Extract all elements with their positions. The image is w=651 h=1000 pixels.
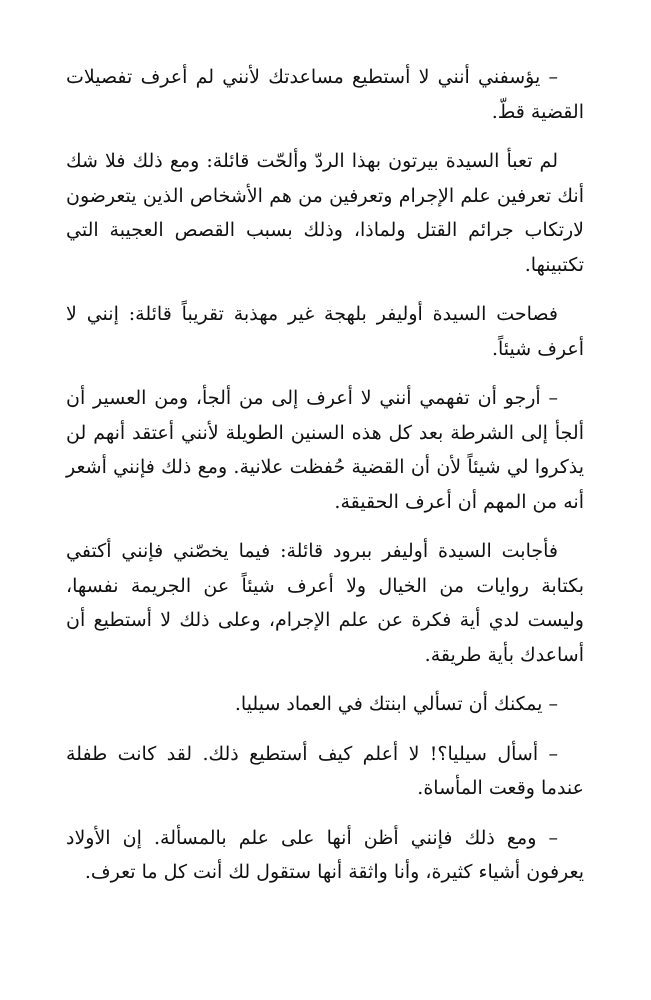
paragraph-7: – أسأل سيليا؟! لا أعلم كيف أستطيع ذلك. لقد كانت طفلة عندما وقعت المأساة.	[66, 742, 584, 799]
paragraph-2: لم تعبأ السيدة بيرتون بهذا الردّ وألحّت قائلة: ومع ذلك فلا شك أنك تعرفين علم الإجرام وتعرفين من هم الأشخاص الذين يتعرضون لارتكاب جرائم القتل ولماذا، وذلك بسبب القصص العجيبة التي تكتبينها.	[66, 150, 584, 276]
paragraph-3: فصاحت السيدة أوليفر بلهجة غير مهذبة تقريباً قائلة: إنني لا أعرف شيئاً.	[66, 303, 584, 360]
paragraph-6: – يمكنك أن تسألي ابنتك في العماد سيليا.	[234, 693, 558, 715]
paragraph-1: – يؤسفني أنني لا أستطيع مساعدتك لأنني لم أعرف تفصيلات القضية قطّ.	[66, 66, 584, 123]
paragraph-8: – ومع ذلك فإنني أظن أنها على علم بالمسألة. إن الأولاد يعرفون أشياء كثيرة، وأنا واثقة أنها ستقول لك أنت كل ما تعرف.	[66, 826, 584, 883]
book-page-text	[66, 60, 584, 905]
paragraph-5: فأجابت السيدة أوليفر ببرود قائلة: فيما يخصّني فإنني أكتفي بكتابة روايات من الخيال ولا أعرف شيئاً عن الجريمة نفسها، وليست لدي أية فكرة عن علم الإجرام، وعلى ذلك لا أستطيع أن أساعدك بأية طريقة.	[66, 540, 584, 666]
paragraph-4: – أرجو أن تفهمي أنني لا أعرف إلى من ألجأ، ومن العسير أن ألجأ إلى الشرطة بعد كل هذه السنين الطويلة لأنني أعتقد أنهم لن يذكروا لي شيئاً لأن أن القضية حُفظت علانية. ومع ذلك فإنني أشعر أنه من المهم أن أعرف الحقيقة.	[66, 387, 584, 513]
